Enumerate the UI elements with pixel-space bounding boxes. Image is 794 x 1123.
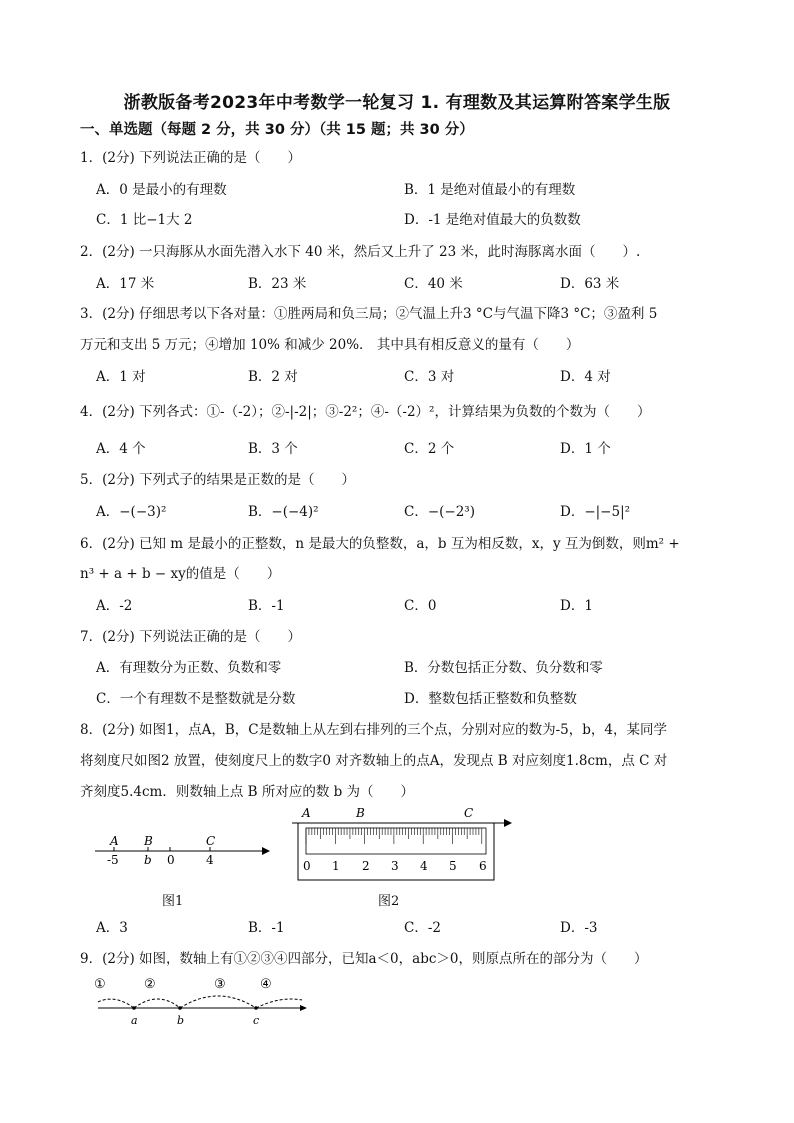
q8-option-b: B．-1 — [248, 920, 285, 936]
q1-option-d: D．-1 是绝对值最大的负数数 — [404, 212, 581, 228]
q9-region-2: ② — [144, 977, 156, 992]
ruler-label-4: 4 — [420, 859, 428, 873]
page-title: 浙教版备考2023年中考数学一轮复习 1. 有理数及其运算附答案学生版 — [123, 93, 671, 113]
ruler-label-6: 6 — [479, 859, 487, 873]
q6-option-d: D．1 — [560, 598, 593, 614]
q5-option-d: D．−|−5|² — [560, 504, 631, 520]
ruler-label-2: 2 — [362, 859, 370, 873]
ruler-label-1: 1 — [332, 859, 340, 873]
q9-point-c: c — [253, 1014, 260, 1027]
fig1-num-b: b — [144, 853, 152, 867]
q8-option-d: D．-3 — [560, 920, 598, 936]
q1-option-b: B．1 是绝对值最小的有理数 — [404, 182, 576, 198]
ruler-label-0: 0 — [303, 859, 311, 873]
q2-option-c: C．40 米 — [404, 276, 463, 292]
q9-region-1: ① — [94, 977, 106, 992]
q5-option-b: B．−(−4)² — [248, 504, 319, 520]
q6-option-a: A．-2 — [96, 598, 133, 614]
q9-stem: 9．(2分) 如图，数轴上有①②③④四部分，已知a＜0，abc＞0，则原点所在的部分为（ ） — [80, 951, 648, 967]
q4-option-a: A．4 个 — [96, 441, 146, 457]
q3-stem-line1: 3．(2分) 仔细思考以下各对量：①胜两局和负三局；②气温上升3 °C与气温下降3 °C；③盈利 5 — [80, 306, 658, 322]
q5-option-c: C．−(−2³) — [404, 504, 475, 520]
q2-option-a: A．17 米 — [96, 276, 155, 292]
q8-stem-line1: 8．(2分) 如图1，点A，B，C是数轴上从左到右排列的三个点，分别对应的数为-5，b，4，某同学 — [80, 722, 667, 738]
fig1-num-a: -5 — [107, 853, 119, 867]
q4-option-b: B．3 个 — [248, 441, 298, 457]
q5-stem: 5．(2分) 下列式子的结果是正数的是（ ） — [80, 472, 356, 488]
q7-option-a: A．有理数分为正数、负数和零 — [96, 660, 282, 676]
figure-q9-number-line — [90, 972, 320, 1030]
q9-region-4: ④ — [260, 977, 272, 992]
q8-stem-line2: 将刻度尺如图2 放置，使刻度尺上的数字0 对齐数轴上的点A，发现点 B 对应刻度1.8cm，点 C 对 — [80, 753, 668, 769]
q9-point-b: b — [177, 1014, 185, 1027]
fig1-point-b: B — [144, 834, 153, 848]
q3-option-b: B．2 对 — [248, 369, 298, 385]
q3-option-d: D．4 对 — [560, 369, 611, 385]
q1-stem: 1．(2分) 下列说法正确的是（ ） — [80, 150, 302, 166]
q9-region-3: ③ — [214, 977, 226, 992]
q2-option-d: D．63 米 — [560, 276, 620, 292]
ruler-label-5: 5 — [449, 859, 457, 873]
q3-option-c: C．3 对 — [404, 369, 455, 385]
fig1-num-origin: 0 — [167, 853, 175, 867]
q4-option-c: C．2 个 — [404, 441, 455, 457]
fig1-point-c: C — [206, 834, 216, 848]
q1-option-a: A．0 是最小的有理数 — [96, 182, 227, 198]
q7-stem: 7．(2分) 下列说法正确的是（ ） — [80, 629, 302, 645]
q8-stem-line3: 齐刻度5.4cm．则数轴上点 B 所对应的数 b 为（ ） — [80, 784, 415, 800]
fig2-point-b: B — [356, 806, 365, 820]
q7-option-d: D．整数包括正整数和负整数 — [404, 691, 577, 707]
q1-option-c: C．1 比−1大 2 — [96, 212, 193, 228]
ruler-label-3: 3 — [391, 859, 399, 873]
figure-1-number-line — [90, 830, 270, 880]
section-heading: 一、单选题（每题 2 分，共 30 分）（共 15 题；共 30 分） — [80, 122, 474, 138]
q2-stem: 2．(2分) 一只海豚从水面先潜入水下 40 米，然后又上升了 23 米，此时海豚离水面（ ）. — [80, 244, 641, 260]
q4-option-d: D．1 个 — [560, 441, 611, 457]
q8-option-c: C．-2 — [404, 920, 441, 936]
q6-stem-line2: n³ + a + b − xy的值是（ ） — [80, 566, 281, 582]
q6-option-b: B．-1 — [248, 598, 285, 614]
figure-1-caption: 图1 — [162, 894, 184, 909]
q3-option-a: A．1 对 — [96, 369, 146, 385]
q7-option-c: C．一个有理数不是整数就是分数 — [96, 691, 296, 707]
fig2-point-a: A — [302, 806, 311, 820]
q9-point-a: a — [131, 1014, 138, 1027]
fig1-num-c: 4 — [206, 853, 214, 867]
q7-option-b: B．分数包括正分数、负分数和零 — [404, 660, 603, 676]
figure-2-ruler — [284, 804, 516, 884]
q5-option-a: A．−(−3)² — [96, 504, 167, 520]
figure-2-caption: 图2 — [378, 894, 400, 909]
q6-stem-line1: 6．(2分) 已知 m 是最小的正整数，n 是最大的负整数，a，b 互为相反数，x，y 互为倒数，则m² + — [80, 536, 680, 552]
q3-stem-line2: 万元和支出 5 万元；④增加 10% 和减少 20%． 其中具有相反意义的量有（ ） — [80, 337, 580, 353]
q6-option-c: C．0 — [404, 598, 437, 614]
q2-option-b: B．23 米 — [248, 276, 307, 292]
fig1-point-a: A — [110, 834, 119, 848]
q4-stem: 4．(2分) 下列各式：①-（-2）；②-|-2|；③-2²；④-（-2）²，计算结果为负数的个数为（ ） — [80, 404, 651, 420]
q8-option-a: A．3 — [96, 920, 128, 936]
fig2-point-c: C — [464, 806, 474, 820]
